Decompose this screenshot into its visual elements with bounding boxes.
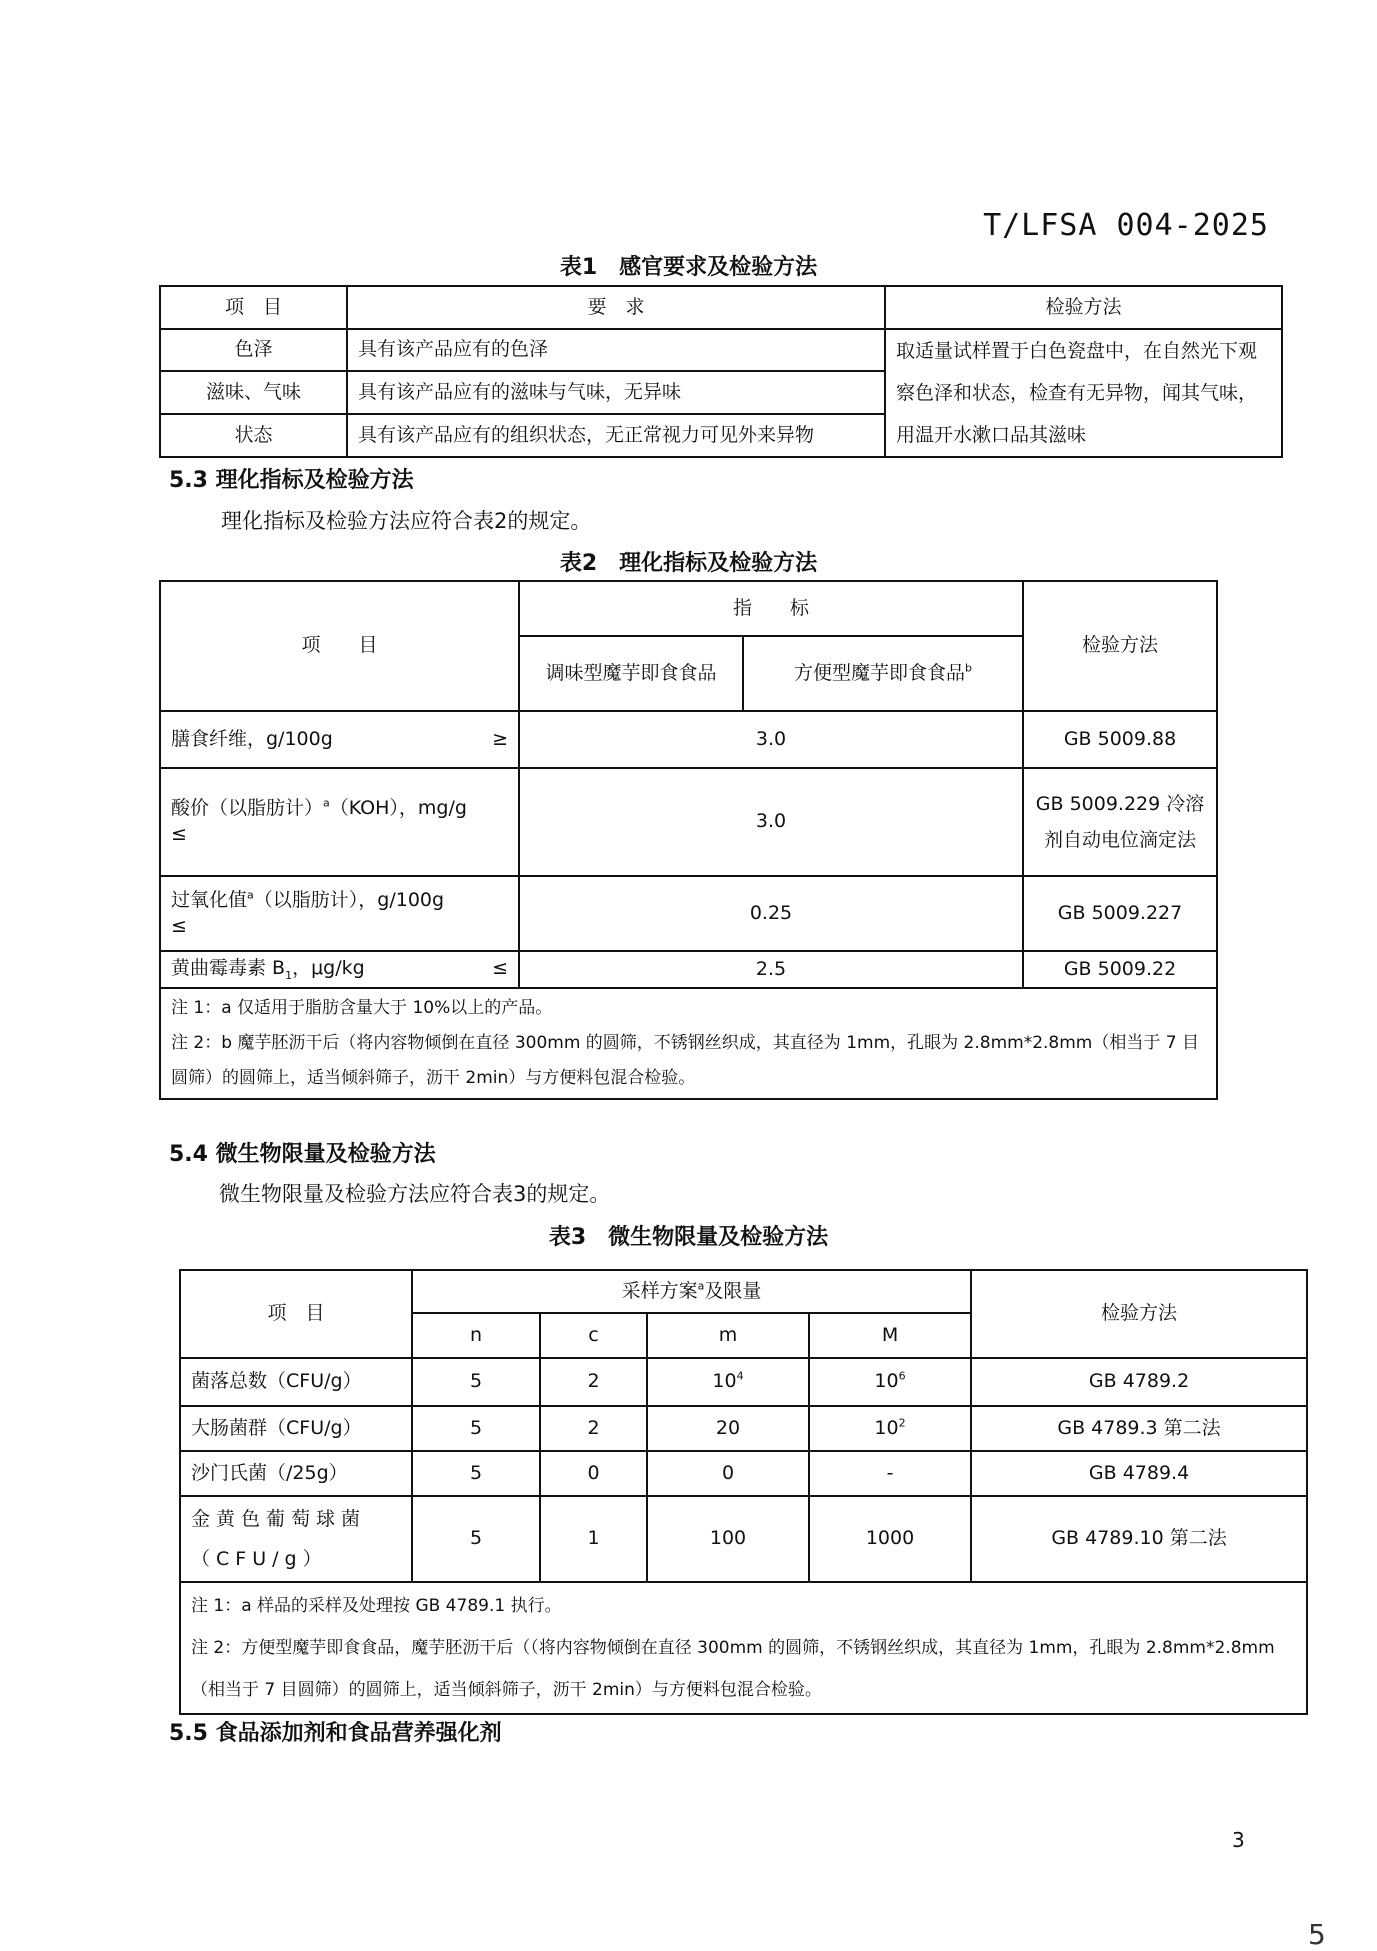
table1-header-requirement: 要 求 bbox=[347, 286, 885, 329]
table3-item: 金黄色葡萄球菌（CFU/g） bbox=[180, 1496, 412, 1582]
table3-note-2: 注 2：方便型魔芋即食食品，魔芋胚沥干后（（将内容物倾倒在直径 300mm 的圆筛，不锈钢丝织成，其直径为 1mm，孔眼为 2.8mm*2.8mm（相当于 7 目圆筛）的圆筛上，适当倾斜筛子，沥干 2min）与方便料包混合检验。 bbox=[191, 1638, 1275, 1700]
table3-microbial bbox=[179, 1269, 1308, 1715]
section-5-3-heading: 5.3 理化指标及检验方法 bbox=[169, 468, 414, 493]
table2-header-method: 检验方法 bbox=[1023, 581, 1217, 711]
table1-item: 状态 bbox=[160, 414, 347, 457]
table3-header-item: 项 目 bbox=[180, 1270, 412, 1358]
table2-notes bbox=[160, 988, 1217, 1099]
page-number: 3 bbox=[1232, 1828, 1245, 1852]
table1-method: 取适量试样置于白色瓷盘中，在自然光下观察色泽和状态，检查有无异物，闻其气味，用温开水漱口品其滋味 bbox=[885, 329, 1282, 457]
scan-page-number: 5 bbox=[1308, 1918, 1326, 1951]
item-label: 黄曲霉毒素 B bbox=[171, 956, 286, 979]
table1-caption: 表1 感官要求及检验方法 bbox=[559, 255, 818, 280]
table3-M bbox=[809, 1406, 971, 1451]
table2-header-convenient bbox=[743, 636, 1023, 711]
comparison-sign: ≤ bbox=[492, 956, 508, 979]
table2-note-1: 注 1：a 仅适用于脂肪含量大于 10%以上的产品。 bbox=[171, 998, 553, 1018]
table2-header-index: 指 标 bbox=[519, 581, 1023, 636]
table3-n: 5 bbox=[412, 1451, 540, 1496]
table3-item: 大肠菌群（CFU/g） bbox=[180, 1406, 412, 1451]
table3-n: 5 bbox=[412, 1496, 540, 1582]
table3-method: GB 4789.10 第二法 bbox=[971, 1496, 1307, 1582]
table3-m: 0 bbox=[647, 1451, 809, 1496]
subscript: 1 bbox=[285, 968, 293, 982]
item-label: 过氧化值 bbox=[171, 888, 248, 911]
footnote-mark: a bbox=[697, 1279, 705, 1293]
table3-note-1: 注 1：a 样品的采样及处理按 GB 4789.1 执行。 bbox=[191, 1596, 562, 1616]
comparison-sign: ≤ bbox=[171, 914, 187, 937]
table2-method: GB 5009.227 bbox=[1023, 876, 1217, 951]
table3-m: 20 bbox=[647, 1406, 809, 1451]
table3-notes bbox=[180, 1582, 1307, 1714]
footnote-mark: a bbox=[247, 888, 254, 902]
table3-c: 2 bbox=[540, 1358, 647, 1406]
footnote-mark: b bbox=[965, 661, 972, 675]
table3-caption: 表3 微生物限量及检验方法 bbox=[548, 1225, 829, 1250]
document-code: T/LFSA 004-2025 bbox=[983, 208, 1269, 243]
table3-m bbox=[647, 1358, 809, 1406]
section-5-4-heading: 5.4 微生物限量及检验方法 bbox=[169, 1142, 436, 1167]
table3-n: 5 bbox=[412, 1406, 540, 1451]
table1-requirement: 具有该产品应有的滋味与气味，无异味 bbox=[347, 371, 885, 413]
table2-value: 0.25 bbox=[519, 876, 1023, 951]
table3-c: 2 bbox=[540, 1406, 647, 1451]
comparison-sign: ≥ bbox=[492, 727, 508, 750]
table3-header-plan bbox=[412, 1270, 971, 1313]
label-tail: 及限量 bbox=[704, 1279, 762, 1302]
table1-sensory bbox=[159, 285, 1283, 458]
comparison-sign: ≤ bbox=[171, 823, 187, 845]
table1-item: 色泽 bbox=[160, 329, 347, 371]
table2-method: GB 5009.22 bbox=[1023, 951, 1217, 988]
section-5-5-heading: 5.5 食品添加剂和食品营养强化剂 bbox=[169, 1721, 502, 1746]
table3-M: 1000 bbox=[809, 1496, 971, 1582]
table3-header-method: 检验方法 bbox=[971, 1270, 1307, 1358]
table1-requirement: 具有该产品应有的组织状态，无正常视力可见外来异物 bbox=[347, 414, 885, 457]
table2-value: 3.0 bbox=[519, 711, 1023, 768]
label: 采样方案 bbox=[621, 1279, 698, 1302]
table2-item bbox=[160, 951, 519, 988]
exponent: 4 bbox=[736, 1369, 744, 1383]
label: 方便型魔芋即食食品 bbox=[794, 661, 966, 684]
table3-header-M: M bbox=[809, 1313, 971, 1358]
base: 10 bbox=[874, 1370, 899, 1393]
table2-item bbox=[160, 876, 519, 951]
table2-method: GB 5009.229 冷溶剂自动电位滴定法 bbox=[1023, 768, 1217, 876]
table2-physicochemical bbox=[159, 580, 1218, 1100]
item-unit: ，μg/kg bbox=[292, 956, 365, 979]
item-label: 酸价（以脂肪计） bbox=[171, 797, 324, 820]
footnote-mark: a bbox=[323, 797, 330, 811]
table2-value: 3.0 bbox=[519, 768, 1023, 876]
table3-method: GB 4789.3 第二法 bbox=[971, 1406, 1307, 1451]
table2-item bbox=[160, 711, 519, 768]
item-unit: （以脂肪计），g/100g bbox=[253, 888, 445, 911]
table3-header-n: n bbox=[412, 1313, 540, 1358]
table3-header-m: m bbox=[647, 1313, 809, 1358]
table3-M: - bbox=[809, 1451, 971, 1496]
table3-c: 0 bbox=[540, 1451, 647, 1496]
table1-item: 滋味、气味 bbox=[160, 371, 347, 413]
table1-header-method: 检验方法 bbox=[885, 286, 1282, 329]
table3-c: 1 bbox=[540, 1496, 647, 1582]
table2-method: GB 5009.88 bbox=[1023, 711, 1217, 768]
table2-note-2: 注 2：b 魔芋胚沥干后（将内容物倾倒在直径 300mm 的圆筛，不锈钢丝织成，其直径为 1mm，孔眼为 2.8mm*2.8mm（相当于 7 目圆筛）的圆筛上，适当倾斜筛子，沥干 2min）与方便料包混合检验。 bbox=[171, 1033, 1199, 1088]
base: 10 bbox=[712, 1370, 737, 1393]
table1-header-item: 项 目 bbox=[160, 286, 347, 329]
exponent: 6 bbox=[898, 1369, 906, 1383]
table3-item: 菌落总数（CFU/g） bbox=[180, 1358, 412, 1406]
section-5-3-text: 理化指标及检验方法应符合表2的规定。 bbox=[221, 509, 592, 533]
table3-method: GB 4789.2 bbox=[971, 1358, 1307, 1406]
table2-value: 2.5 bbox=[519, 951, 1023, 988]
table1-requirement: 具有该产品应有的色泽 bbox=[347, 329, 885, 371]
table3-method: GB 4789.4 bbox=[971, 1451, 1307, 1496]
table2-caption: 表2 理化指标及检验方法 bbox=[559, 551, 818, 576]
item-label: 膳食纤维，g/100g bbox=[171, 727, 333, 750]
base: 10 bbox=[874, 1416, 899, 1439]
table3-header-c: c bbox=[540, 1313, 647, 1358]
section-5-4-text: 微生物限量及检验方法应符合表3的规定。 bbox=[219, 1182, 611, 1206]
table3-m: 100 bbox=[647, 1496, 809, 1582]
table2-header-seasoned: 调味型魔芋即食食品 bbox=[519, 636, 743, 711]
exponent: 2 bbox=[898, 1416, 906, 1430]
table3-item: 沙门氏菌（/25g） bbox=[180, 1451, 412, 1496]
table3-n: 5 bbox=[412, 1358, 540, 1406]
item-unit: （KOH），mg/g bbox=[329, 797, 467, 820]
table2-item bbox=[160, 768, 519, 876]
table3-M bbox=[809, 1358, 971, 1406]
table2-header-item: 项 目 bbox=[160, 581, 519, 711]
